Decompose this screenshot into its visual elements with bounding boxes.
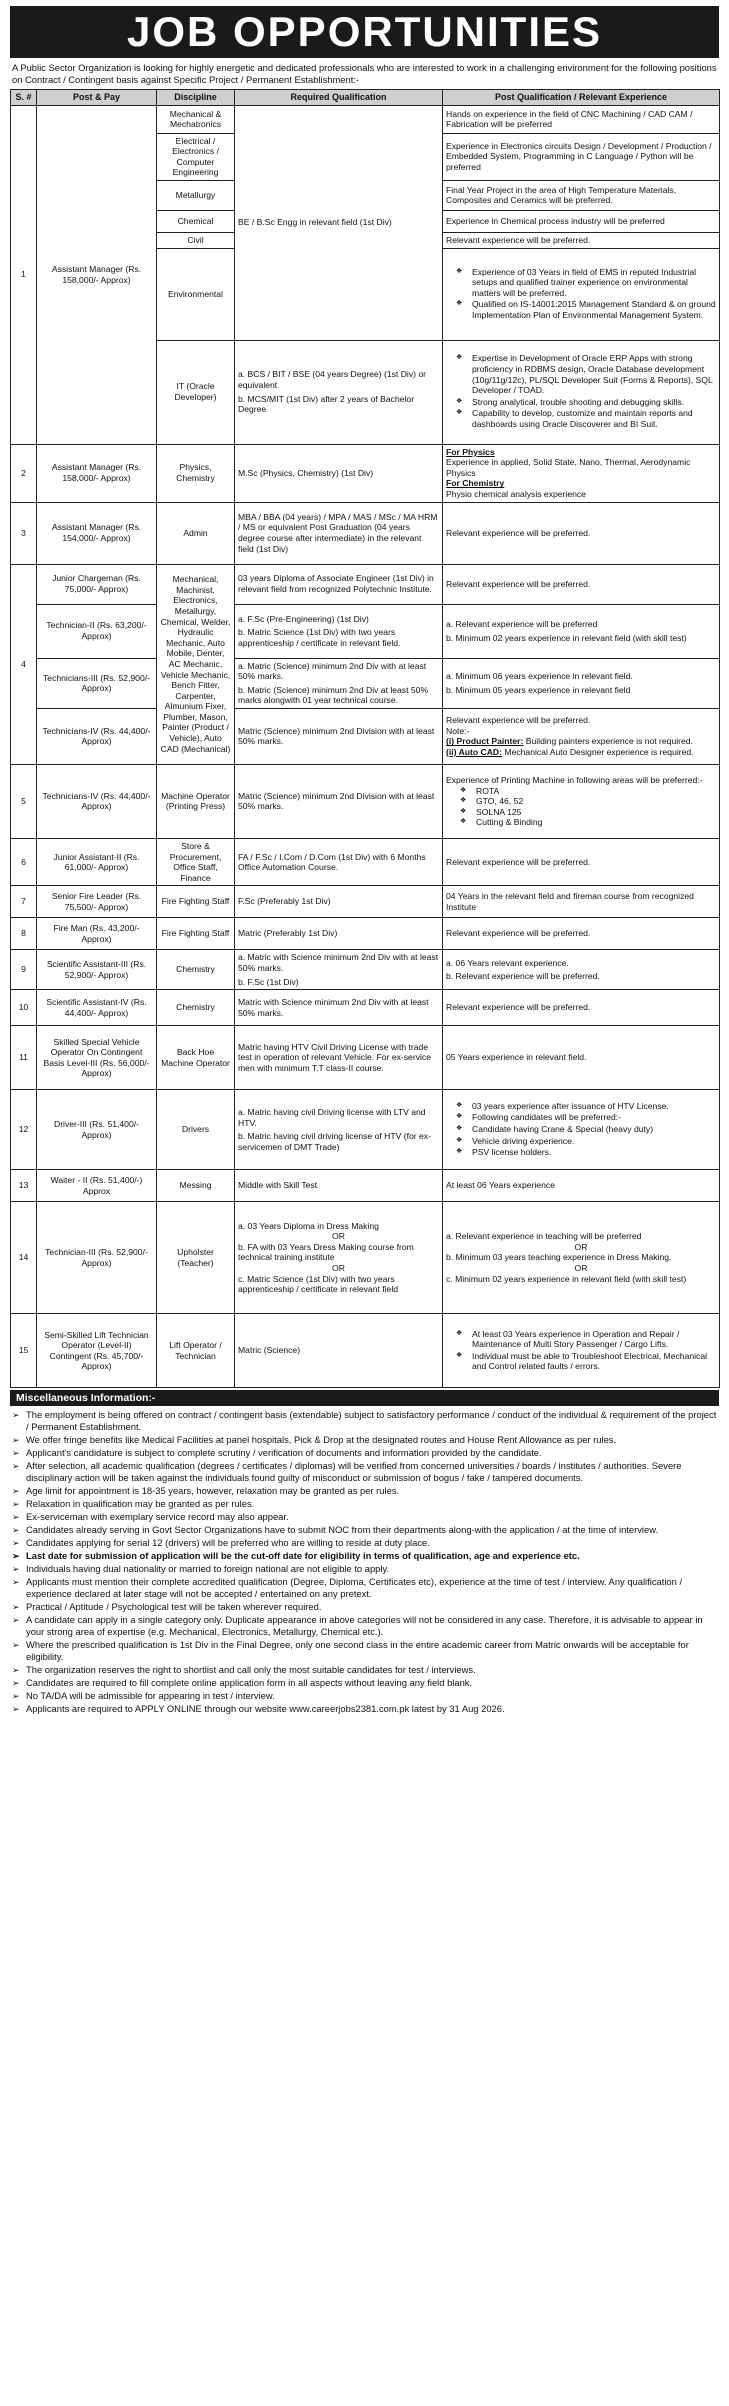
experience	[443, 1314, 720, 1388]
misc-item: ➢ Applicants are required to APPLY ONLINE through our website www.careerjobs2381.com.pk latest by 31 Aug 2026.	[10, 1703, 719, 1715]
list-item: ❖ Candidate having Crane & Special (heavy duty)	[446, 1124, 716, 1135]
misc-item: ➢ Candidates applying for serial 12 (drivers) will be preferred who are willing to reside at duty place.	[10, 1537, 719, 1549]
discipline: Metallurgy	[157, 180, 235, 210]
experience	[443, 1090, 720, 1170]
qualification: Matric (Science) minimum 2nd Division with at least 50% marks.	[235, 708, 443, 764]
qualification: M.Sc (Physics, Chemistry) (1st Div)	[235, 444, 443, 502]
discipline: Machine Operator (Printing Press)	[157, 764, 235, 838]
experience	[443, 764, 720, 838]
experience-text: Physio chemical analysis experience	[446, 488, 586, 499]
experience-text: Experience of Printing Machine in following areas will be preferred:-	[446, 774, 703, 785]
experience: Relevant experience will be preferred.	[443, 838, 720, 885]
experience: Relevant experience will be preferred.	[443, 918, 720, 950]
list-item: ❖ PSV license holders.	[446, 1147, 716, 1158]
experience: Relevant experience will be preferred.	[443, 990, 720, 1026]
header-post: Post & Pay	[37, 90, 157, 106]
misc-item: ➢ The employment is being offered on contract / contingent basis (extendable) subject to satisfactory performance / conduct of the individual & requirement of the project / Permanent Establishment.	[10, 1409, 719, 1433]
serial-number: 8	[11, 918, 37, 950]
serial-number: 9	[11, 950, 37, 990]
header-discipline: Discipline	[157, 90, 235, 106]
experience: Experience in Chemical process industry will be preferred	[443, 210, 720, 232]
header-sn: S. #	[11, 90, 37, 106]
or-separator: OR	[332, 1263, 345, 1274]
experience: 05 Years experience in relevant field.	[443, 1026, 720, 1090]
table-row	[11, 886, 720, 918]
discipline: Store & Procurement, Office Staff, Finance	[157, 838, 235, 885]
discipline: Chemistry	[157, 990, 235, 1026]
serial-number: 12	[11, 1090, 37, 1170]
misc-item: ➢ Applicants must mention their complete accredited qualification (Degree, Diploma, Certificates etc), experience at the time of test / interview. Any qualification / experience declared at later stage will not be accepted / entertained on any pretext.	[10, 1576, 719, 1600]
page-title: JOB OPPORTUNITIES	[10, 6, 719, 58]
post-pay: Senior Fire Leader (Rs. 75,500/- Approx)	[37, 886, 157, 918]
qualification: Matric (Preferably 1st Div)	[235, 918, 443, 950]
post-pay: Assistant Manager (Rs. 158,000/- Approx)	[37, 105, 157, 444]
post-pay: Technician-II (Rs. 63,200/- Approx)	[37, 604, 157, 658]
experience-item: Note:-	[446, 725, 470, 736]
list-item: ❖ Individual must be able to Troubleshoot Electrical, Mechanical and Control related faults / errors.	[446, 1351, 716, 1372]
experience: At least 06 Years experience	[443, 1170, 720, 1202]
qualification-item: b. Matric Science (1st Div) with two years apprenticeship / certificate in relevant field.	[238, 627, 401, 648]
list-item: ❖ SOLNA 125	[446, 807, 716, 818]
qualification-item: a. BCS / BIT / BSE (04 years Degree) (1st Div) or equivalent	[238, 369, 427, 390]
post-pay: Fire Man (Rs. 43,200/- Approx)	[37, 918, 157, 950]
misc-item: ➢ Last date for submission of application will be the cut-off date for eligibility in terms of qualification, age and experience etc.	[10, 1550, 719, 1562]
table-row	[11, 502, 720, 564]
serial-number: 10	[11, 990, 37, 1026]
discipline: Upholster (Teacher)	[157, 1202, 235, 1314]
intro-paragraph: A Public Sector Organization is looking for highly energetic and dedicated professionals who are interested to work in a challenging environment for the following positions on Contract / Contingent basis against Specific Project / Permanent Establishment:-	[12, 62, 717, 85]
note-label: (i) Product Painter:	[446, 736, 524, 747]
experience-item: a. 06 Years relevant experience.	[446, 957, 569, 968]
experience	[443, 658, 720, 708]
misc-item: ➢ Candidates already serving in Govt Sector Organizations have to submit NOC from their departments along-with the application / at the time of interview.	[10, 1524, 719, 1536]
post-pay: Assistant Manager (Rs. 158,000/- Approx)	[37, 444, 157, 502]
misc-item: ➢ We offer fringe benefits like Medical Facilities at panel hospitals, Pick & Drop at the designated routes and House Rent Allowance as per rules.	[10, 1434, 719, 1446]
post-pay: Technicians-IV (Rs. 44,400/- Approx)	[37, 708, 157, 764]
serial-number: 1	[11, 105, 37, 444]
table-row	[11, 708, 720, 764]
qualification	[235, 604, 443, 658]
post-pay: Skilled Special Vehicle Operator On Contingent Basis Level-III (Rs. 56,000/- Approx)	[37, 1026, 157, 1090]
experience-item: b. Minimum 02 years experience in relevant field (with skill test)	[446, 632, 687, 643]
list-item: ❖ Qualified on IS-14001:2015 Management Standard & on ground Implementation Plan of Environmental Management System.	[446, 299, 716, 320]
qualification	[235, 658, 443, 708]
experience: Relevant experience will be preferred.	[443, 502, 720, 564]
experience	[443, 1202, 720, 1314]
experience	[443, 340, 720, 444]
experience: Relevant experience will be preferred.	[443, 232, 720, 248]
table-row	[11, 604, 720, 658]
or-separator: OR	[574, 1241, 588, 1252]
qualification	[235, 950, 443, 990]
discipline: Mechanical, Machinist, Electronics, Metallurgy, Chemical, Welder, Hydraulic Mechanic, Auto Mobile, Denter, AC Mechanic, Vehicle Mechanic, Bench Fitter, Carpenter, Almunium Fixer, Plumber, Mason, Painter (Product / Vehicle), Auto CAD (Mechanical)	[157, 564, 235, 764]
discipline: Messing	[157, 1170, 235, 1202]
table-row	[11, 444, 720, 502]
discipline: Fire Fighting Staff	[157, 886, 235, 918]
serial-number: 13	[11, 1170, 37, 1202]
list-item: ❖ ROTA	[446, 786, 716, 797]
advertisement-page	[10, 6, 719, 1715]
discipline: Drivers	[157, 1090, 235, 1170]
discipline: IT (Oracle Developer)	[157, 340, 235, 444]
table-row	[11, 564, 720, 604]
misc-item: ➢ No TA/DA will be admissible for appearing in test / interview.	[10, 1690, 719, 1702]
serial-number: 2	[11, 444, 37, 502]
experience	[443, 444, 720, 502]
experience	[443, 248, 720, 340]
table-row	[11, 950, 720, 990]
misc-item: ➢ A candidate can apply in a single category only. Duplicate appearance in above categories will not be considered in any case. Therefore, it is advisable to appear in your strong area of expertise (e.g. Mechanical, Electronics, Metallurgy, Chemical etc.).	[10, 1614, 719, 1638]
table-row	[11, 658, 720, 708]
experience-text: Experience in applied, Solid State, Nano, Thermal, Aerodynamic Physics	[446, 457, 691, 478]
qualification-item: b. Matric (Science) minimum 2nd Div at least 50% marks alongwith 01 year technical course.	[238, 684, 429, 706]
list-item: ❖ Cutting & Binding	[446, 817, 716, 828]
post-pay: Driver-III (Rs. 51,400/- Approx)	[37, 1090, 157, 1170]
serial-number: 3	[11, 502, 37, 564]
table-row	[11, 1202, 720, 1314]
experience-item: b. Minimum 05 years experience in relevant field	[446, 684, 631, 695]
or-separator: OR	[332, 1231, 345, 1242]
misc-item: ➢ Practical / Aptitude / Psychological test will be taken wherever required.	[10, 1601, 719, 1613]
qualification-item: b. Matric having civil driving license of HTV (for ex-servicemen of DMT Trade)	[238, 1131, 431, 1152]
post-pay: Technicians-III (Rs. 52,900/- Approx)	[37, 658, 157, 708]
serial-number: 15	[11, 1314, 37, 1388]
table-header-row	[11, 90, 720, 106]
list-item: ❖ Strong analytical, trouble shooting and debugging skills.	[446, 397, 716, 408]
table-row	[11, 764, 720, 838]
list-item: ❖ Capability to develop, customize and maintain reports and dashboards using Oracle Discoverer and BI Suit.	[446, 408, 716, 429]
header-experience: Post Qualification / Relevant Experience	[443, 90, 720, 106]
table-row	[11, 1026, 720, 1090]
experience: Hands on experience in the field of CNC Machining / CAD CAM / Fabrication will be preferred	[443, 105, 720, 133]
serial-number: 11	[11, 1026, 37, 1090]
experience	[443, 708, 720, 764]
experience-item: a. Relevant experience in teaching will be preferred	[446, 1231, 642, 1242]
serial-number: 7	[11, 886, 37, 918]
post-pay: Technician-III (Rs. 52,900/- Approx)	[37, 1202, 157, 1314]
misc-heading: Miscellaneous Information:-	[10, 1390, 719, 1406]
table-row	[11, 990, 720, 1026]
serial-number: 14	[11, 1202, 37, 1314]
serial-number: 5	[11, 764, 37, 838]
post-pay: Semi-Skilled Lift Technician Operator (Level-II) Contingent (Rs. 45,700/- Approx)	[37, 1314, 157, 1388]
discipline: Chemical	[157, 210, 235, 232]
qualification-item: b. FA with 03 Years Dress Making course from technical training institute	[238, 1241, 414, 1263]
experience-item	[446, 747, 716, 758]
header-qualification: Required Qualification	[235, 90, 443, 106]
experience-heading: For Chemistry	[446, 478, 505, 489]
qualification-item: b. F.Sc (1st Div)	[238, 976, 299, 987]
misc-item: ➢ Relaxation in qualification may be granted as per rules.	[10, 1498, 719, 1510]
misc-item: ➢ After selection, all academic qualification (degrees / certificates / diplomas) will be verified from concerned universities / boards / institutes / authorities. Severe disciplinary action will be taken against the individuals found guilty of misconduct or submission of bogus / fake / tampered documents.	[10, 1460, 719, 1484]
table-row	[11, 838, 720, 885]
table-row	[11, 105, 720, 133]
experience-item: b. Relevant experience will be preferred.	[446, 971, 600, 982]
post-pay: Junior Chargeman (Rs. 75,000/- Approx)	[37, 564, 157, 604]
discipline: Mechanical & Mechatronics	[157, 105, 235, 133]
qualification: F.Sc (Preferably 1st Div)	[235, 886, 443, 918]
discipline: Electrical / Electronics / Computer Engineering	[157, 133, 235, 180]
list-item: ❖ GTO, 46, 52	[446, 796, 716, 807]
qualification: FA / F.Sc / I.Com / D.Com (1st Div) with 6 Months Office Automation Course.	[235, 838, 443, 885]
qualification: Matric having HTV Civil Driving License with trade test in operation of relevant Vehicle. For ex-service men with minimum T.T class-II course.	[235, 1026, 443, 1090]
post-pay: Waiter - II (Rs. 51,400/-) Approx	[37, 1170, 157, 1202]
qualification: Matric with Science minimum 2nd Div with at least 50% marks.	[235, 990, 443, 1026]
qualification: MBA / BBA (04 years) / MPA / MAS / MSc / MA HRM / MS or equivalent Post Graduation (04 years degree course after intermediate) in the relevant field (1st Div)	[235, 502, 443, 564]
experience: 04 Years in the relevant field and fireman course from recognized Institute	[443, 886, 720, 918]
misc-item: ➢ Individuals having dual nationality or married to foreign national are not eligible to apply.	[10, 1563, 719, 1575]
experience-item: a. Minimum 06 years experience in relevant field.	[446, 671, 633, 682]
experience: Experience in Electronics circuits Design / Development / Production / Embedded System, Programming in C Language / Python will be preferred	[443, 133, 720, 180]
discipline: Civil	[157, 232, 235, 248]
table-row	[11, 1090, 720, 1170]
serial-number: 6	[11, 838, 37, 885]
misc-list	[10, 1409, 719, 1715]
discipline: Physics, Chemistry	[157, 444, 235, 502]
post-pay: Technicians-IV (Rs. 44,400/- Approx)	[37, 764, 157, 838]
discipline: Chemistry	[157, 950, 235, 990]
experience: Final Year Project in the area of High Temperature Materials, Composites and Ceramics will be preferred.	[443, 180, 720, 210]
table-row	[11, 1170, 720, 1202]
qualification-item: b. MCS/MIT (1st Div) after 2 years of Bachelor Degree	[238, 393, 415, 415]
qualification: BE / B.Sc Engg in relevant field (1st Div)	[235, 105, 443, 340]
table-row	[11, 918, 720, 950]
experience-item: b. Minimum 03 years teaching experience in Dress Making.	[446, 1252, 672, 1263]
qualification-item: a. Matric (Science) minimum 2nd Div with at least 50% marks.	[238, 660, 427, 682]
list-item: ❖ Expertise in Development of Oracle ERP Apps with strong proficiency in RDBMS design, Oracle Database development (10g/11g/12c), PL/SQL Developer Suit (Forms & Reports), SQL Developer / TOAD.	[446, 353, 716, 395]
experience-item: c. Minimum 02 years experience in relevant field (with skill test)	[446, 1273, 687, 1284]
experience-item: a. Relevant experience will be preferred	[446, 618, 598, 629]
jobs-table	[10, 89, 720, 1388]
discipline: Lift Operator / Technician	[157, 1314, 235, 1388]
experience: Relevant experience will be preferred.	[443, 564, 720, 604]
discipline: Fire Fighting Staff	[157, 918, 235, 950]
discipline: Environmental	[157, 248, 235, 340]
list-item: ❖ 03 years experience after issuance of HTV License.	[446, 1101, 716, 1112]
serial-number: 4	[11, 564, 37, 764]
post-pay: Junior Assistant-II (Rs. 61,000/- Approx)	[37, 838, 157, 885]
list-item: ❖ Following candidates will be preferred:-	[446, 1112, 716, 1123]
note-text: Building painters experience is not required.	[525, 736, 693, 747]
misc-item: ➢ Where the prescribed qualification is 1st Div in the Final Degree, only one second class in the entire academic career from Matric onwards will be acceptable for eligibility.	[10, 1639, 719, 1663]
qualification	[235, 340, 443, 444]
experience-heading: For Physics	[446, 446, 495, 457]
misc-item: ➢ Age limit for appointment is 18-35 years, however, relaxation may be granted as per rules.	[10, 1485, 719, 1497]
list-item: ❖ At least 03 Years experience in Operation and Repair / Maintenance of Multi Story Passenger / Cargo Lifts.	[446, 1329, 716, 1350]
qualification-item: c. Matric Science (1st Div) with two years apprenticeship / certificate in relevant field	[238, 1273, 399, 1295]
table-row	[11, 1314, 720, 1388]
list-item: ❖ Experience of 03 Years in field of EMS in reputed Industrial setups and qualified trainer experience on environmental matters will be preferred.	[446, 267, 716, 299]
experience-item: Relevant experience will be preferred.	[446, 715, 591, 726]
qualification: Matric (Science) minimum 2nd Division with at least 50% marks.	[235, 764, 443, 838]
qualification-item: a. Matric with Science minimum 2nd Div with at least 50% marks.	[238, 952, 439, 973]
qualification-item: a. 03 Years Diploma in Dress Making	[238, 1220, 379, 1231]
or-separator: OR	[574, 1263, 588, 1274]
discipline: Back Hoe Machine Operator	[157, 1026, 235, 1090]
post-pay: Assistant Manager (Rs. 154,000/- Approx)	[37, 502, 157, 564]
misc-item: ➢ Candidates are required to fill complete online application form in all aspects without leaving any field blank.	[10, 1677, 719, 1689]
qualification: Middle with Skill Test	[235, 1170, 443, 1202]
note-text: Mechanical Auto Designer experience is required.	[504, 747, 694, 757]
list-item: ❖ Vehicle driving experience.	[446, 1136, 716, 1147]
qualification-item: a. F.Sc (Pre-Engineering) (1st Div)	[238, 613, 369, 624]
discipline: Admin	[157, 502, 235, 564]
post-pay: Scientific Assistant-IV (Rs. 44,400/- Approx)	[37, 990, 157, 1026]
misc-item: ➢ Ex-serviceman with exemplary service record may also appear.	[10, 1511, 719, 1523]
experience	[443, 950, 720, 990]
qualification	[235, 1090, 443, 1170]
post-pay: Scientific Assistant-III (Rs. 52,900/- Approx)	[37, 950, 157, 990]
misc-item: ➢ Applicant's candidature is subject to complete scrutiny / verification of documents and information provided by the candidate.	[10, 1447, 719, 1459]
qualification: 03 years Diploma of Associate Engineer (1st Div) in relevant field from recognized Polytechnic Institute.	[235, 564, 443, 604]
note-label: (ii) Auto CAD:	[446, 747, 503, 757]
qualification-item: a. Matric having civil Driving license with LTV and HTV.	[238, 1107, 426, 1128]
qualification	[235, 1202, 443, 1314]
experience	[443, 604, 720, 658]
experience-item	[446, 736, 716, 747]
qualification: Matric (Science)	[235, 1314, 443, 1388]
misc-item: ➢ The organization reserves the right to shortlist and call only the most suitable candidates for test / interviews.	[10, 1664, 719, 1676]
